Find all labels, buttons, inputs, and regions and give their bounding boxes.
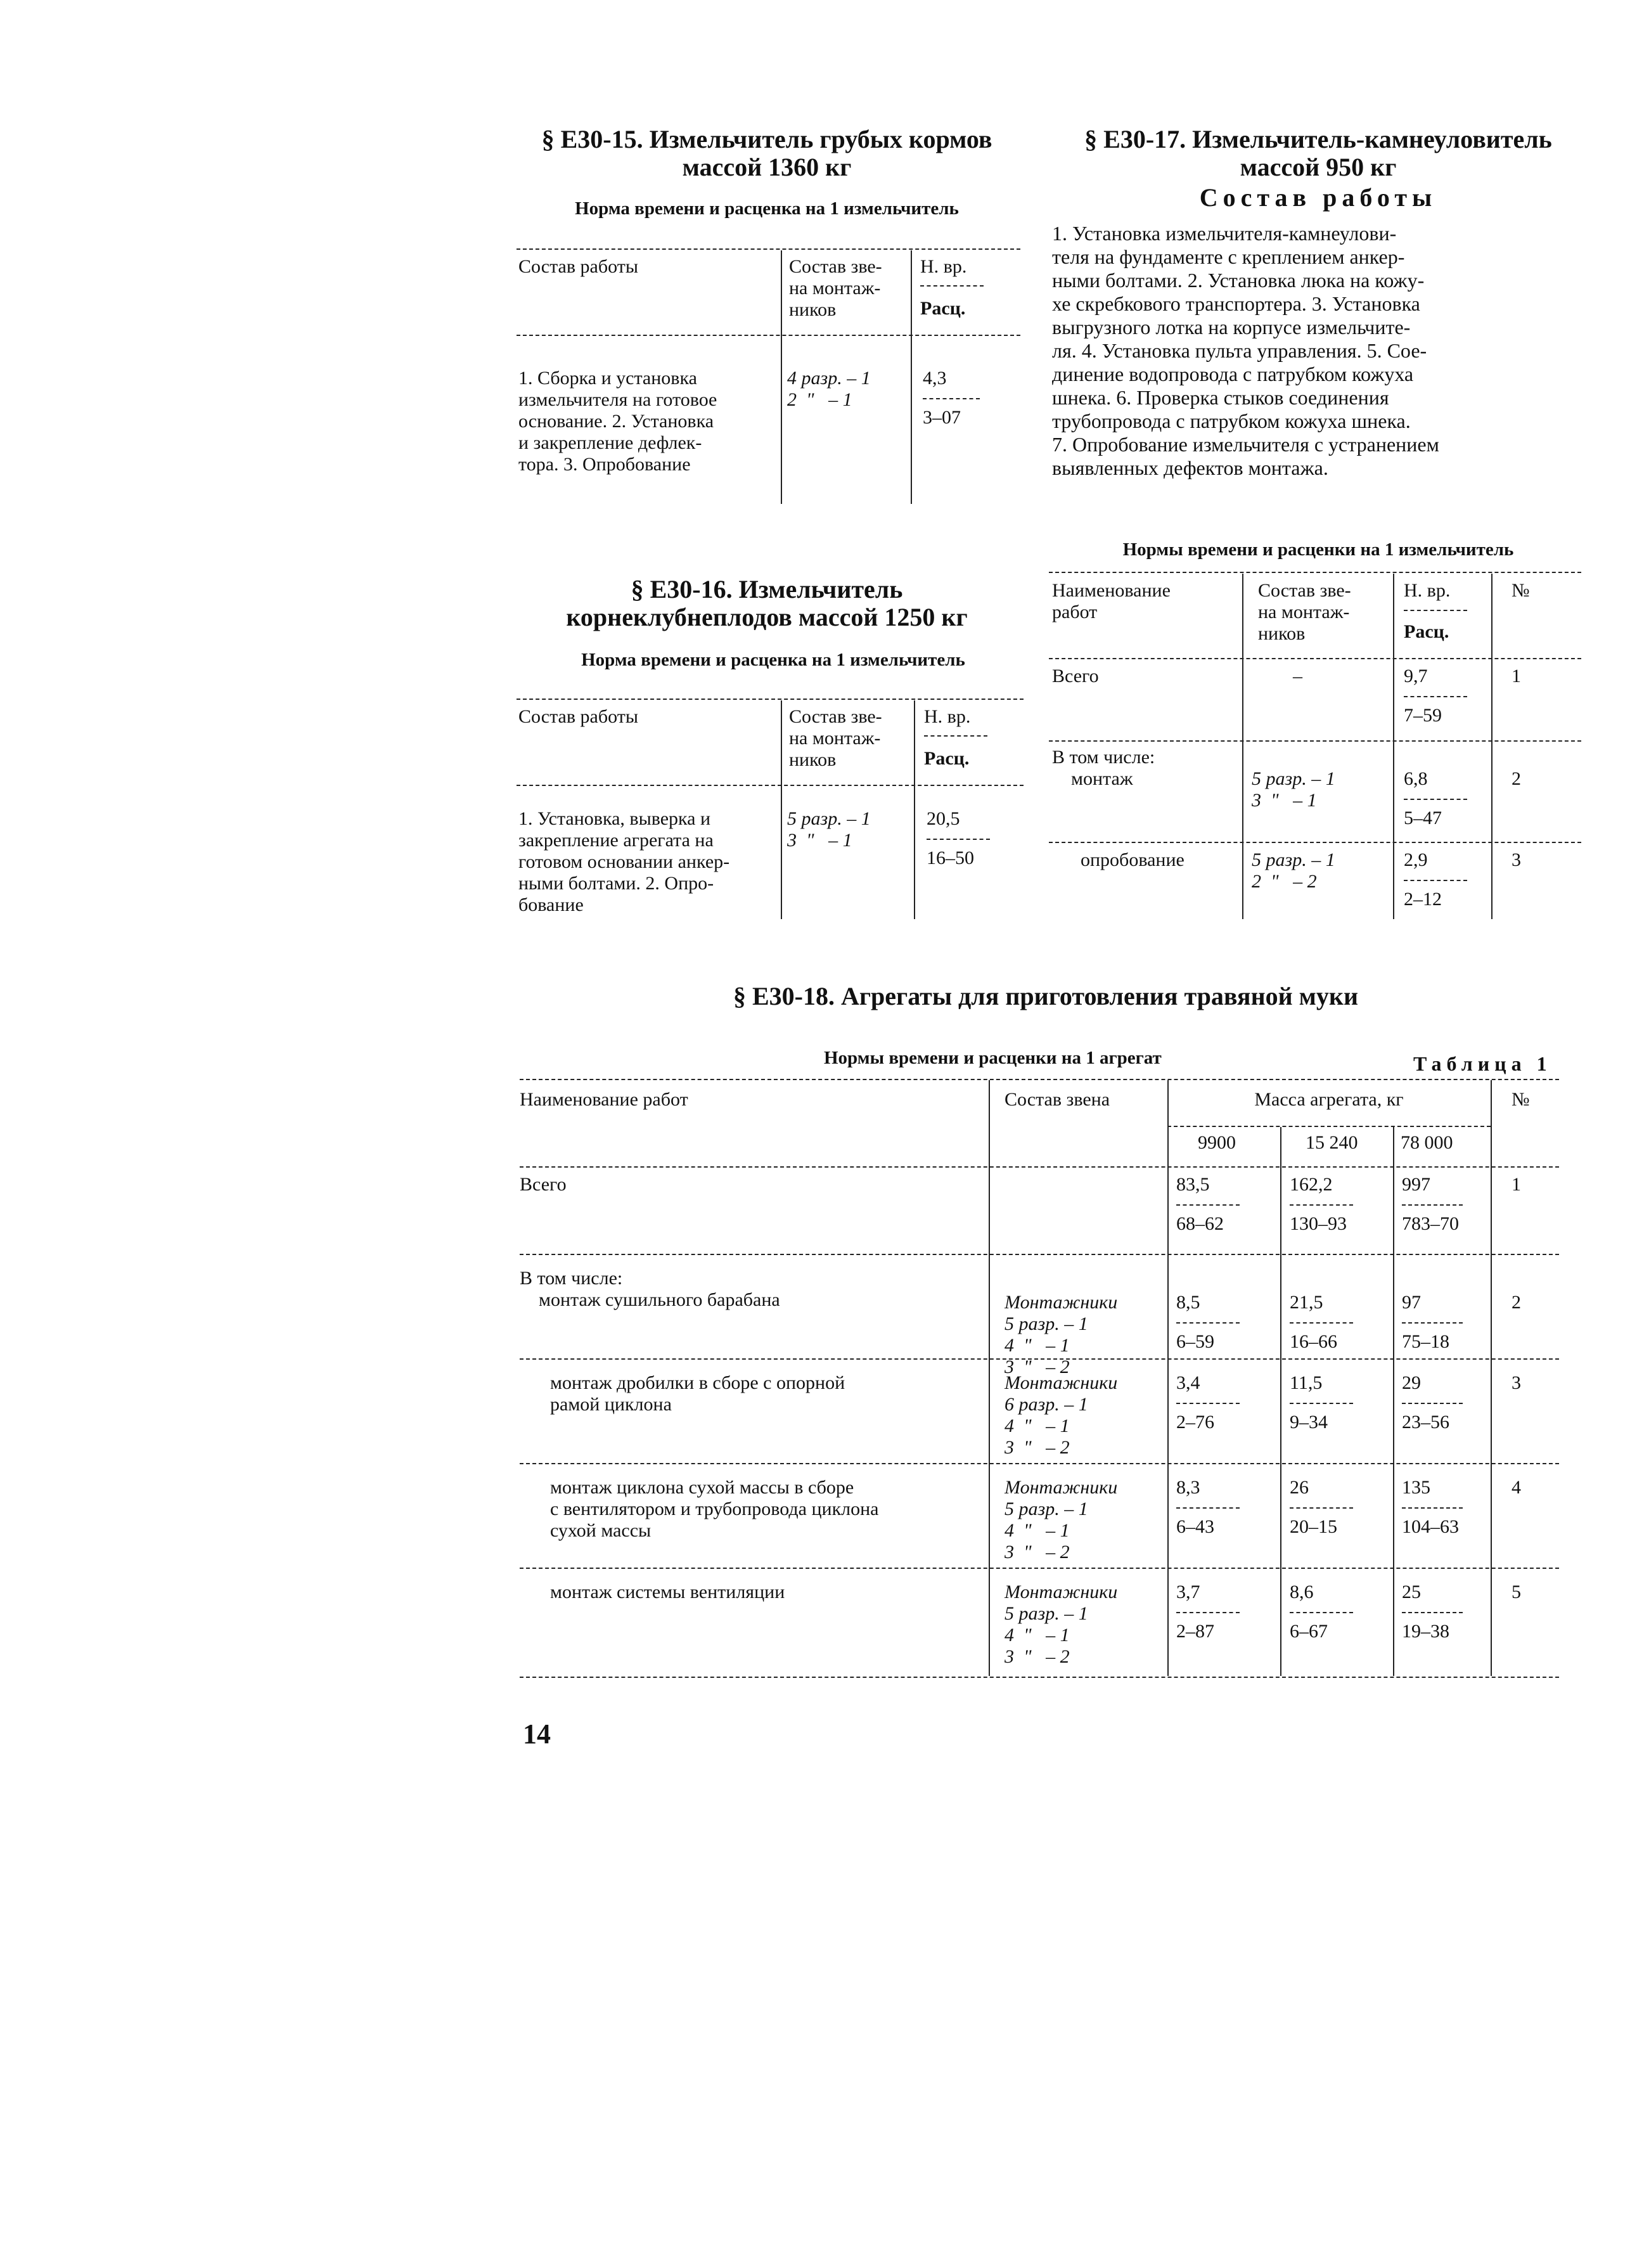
s18-row-nvr: 3,4: [1176, 1372, 1200, 1393]
s18-row-name: монтаж дробилки в сборе с опорной рамой циклона: [550, 1372, 845, 1415]
s17-header-fracline: [1404, 610, 1467, 611]
s18-row-nvr: 8,6: [1290, 1582, 1314, 1602]
s18-row-no: 1: [1512, 1174, 1521, 1195]
s16-title-line2: корнеклубнеплодов массой 1250 кг: [566, 603, 968, 631]
s17-paragraph-line: динение водопровода с патрубком кожуха: [1052, 363, 1414, 385]
s16-norm-caption: Норма времени и расценка на 1 измельчитель: [581, 650, 965, 670]
s15-title-line1: § Е30-15. Измельчитель грубых кормов: [541, 125, 992, 153]
s16-title: [507, 576, 1027, 631]
s17-rule-head: [1049, 658, 1581, 659]
s15-header-work: Состав работы: [518, 256, 638, 277]
s18-row-rule: [520, 1677, 1559, 1678]
s16-rule-top: [517, 699, 1024, 700]
s18-row-name: монтаж системы вентиляции: [550, 1582, 785, 1602]
s18-row-rule: [520, 1254, 1559, 1255]
s17-paragraph-line: 7. Опробование измельчителя с устранением: [1052, 433, 1439, 456]
s17-row2-rasc: 5–47: [1404, 808, 1442, 828]
s17-row3-rasc: 2–12: [1404, 889, 1442, 910]
s18-row-name: монтаж циклона сухой массы в сборе с вентилятором и трубопровода циклона сухой массы: [550, 1477, 879, 1541]
s18-row-rasc: 6–67: [1290, 1621, 1328, 1642]
s18-vline-m2: [1280, 1127, 1281, 1676]
s16-title-line1: § Е30-16. Измельчитель: [631, 575, 903, 603]
s17-row2-nvr: 6,8: [1404, 768, 1428, 789]
s18-row-nvr: 25: [1402, 1582, 1421, 1602]
s18-row-name: В том числе: монтаж сушильного барабана: [520, 1268, 780, 1310]
s17-norm-caption: Нормы времени и расценки на 1 измельчитель: [1122, 539, 1514, 560]
s17-vline-3: [1491, 574, 1493, 919]
s17-row3-nvr: 2,9: [1404, 849, 1428, 870]
s18-header-name: Наименование работ: [520, 1089, 688, 1110]
s18-row-rasc: 104–63: [1402, 1516, 1459, 1537]
s15-vline-1: [781, 250, 782, 504]
s17-title-line2: массой 950 кг: [1240, 153, 1397, 181]
s15-header-crew: Состав зве- на монтаж- ников: [789, 256, 882, 320]
s18-row-nvr: 26: [1290, 1477, 1309, 1498]
s18-row-no: 2: [1512, 1292, 1521, 1313]
s18-row-fracline: [1290, 1507, 1353, 1509]
s18-header-crew: Состав звена: [1005, 1089, 1110, 1110]
s17-header-name: Наименование работ: [1052, 580, 1171, 622]
s18-table-label: Таблица 1: [1413, 1052, 1552, 1075]
s17-rule-row1: [1049, 740, 1581, 742]
s17-vline-1: [1242, 574, 1243, 919]
s18-row-nvr: 11,5: [1290, 1372, 1323, 1393]
s18-row-fracline: [1290, 1612, 1353, 1613]
s17-paragraph-line: 1. Установка измельчителя-камнеулови-: [1052, 222, 1397, 245]
s18-row-fracline: [1176, 1612, 1240, 1613]
s16-vline-2: [914, 700, 915, 919]
s18-row-fracline: [1402, 1507, 1463, 1509]
s15-header-fracline: [920, 285, 984, 287]
s18-row-fracline: [1290, 1204, 1353, 1206]
s18-row-rule: [520, 1463, 1559, 1464]
s17-paragraph-line: выгрузного лотка на корпусе измельчите-: [1052, 316, 1411, 338]
s17-row1-rasc: 7–59: [1404, 705, 1442, 726]
s18-row-fracline: [1402, 1612, 1463, 1613]
s18-header-mass: Масса агрегата, кг: [1254, 1089, 1404, 1110]
s18-title: § Е30-18. Агрегаты для приготовления травяной муки: [733, 982, 1358, 1010]
s17-paragraph-line: ля. 4. Установка пульта управления. 5. Сое-: [1052, 339, 1427, 362]
s18-row-nvr: 29: [1402, 1372, 1421, 1393]
s18-vline-crew: [989, 1080, 990, 1676]
s18-row-rasc: 2–76: [1176, 1412, 1214, 1433]
s17-rule-row2: [1049, 842, 1581, 843]
s18-row-rasc: 2–87: [1176, 1621, 1214, 1642]
page-number: 14: [523, 1718, 551, 1749]
s16-nvr: 20,5: [927, 808, 960, 829]
s18-row-crew: Монтажники 5 разр. – 1 4 " – 1 3 " – 2: [1005, 1582, 1118, 1667]
s16-header-fracline: [924, 735, 987, 737]
s18-row-fracline: [1290, 1403, 1353, 1404]
s17-paragraph-line: выявленных дефектов монтажа.: [1052, 456, 1328, 479]
s17-paragraph-line: хе скребкового транспортера. 3. Установка: [1052, 292, 1420, 315]
s17-row2-fracline: [1404, 799, 1467, 800]
s18-row-rule: [520, 1358, 1559, 1360]
s17-row1-no: 1: [1512, 666, 1521, 686]
s18-row-rasc: 23–56: [1402, 1412, 1449, 1433]
s18-row-rasc: 20–15: [1290, 1516, 1337, 1537]
s18-row-nvr: 8,3: [1176, 1477, 1200, 1498]
s17-title-line1: § Е30-17. Измельчитель-камнеуловитель: [1084, 125, 1552, 153]
s18-row-fracline: [1176, 1507, 1240, 1509]
s18-row-nvr: 83,5: [1176, 1174, 1210, 1195]
s18-vline-m1: [1167, 1080, 1169, 1676]
s18-row-no: 5: [1512, 1582, 1521, 1602]
s17-paragraph-line: теля на фундаменте с креплением анкер-: [1052, 245, 1405, 268]
s17-paragraph: [1052, 222, 1584, 480]
s16-header-rasc: Расц.: [924, 748, 970, 769]
s15-fracline: [923, 398, 980, 399]
s16-work-text: 1. Установка, выверка и закрепление агрегата на готовом основании анкер- ными болтами. 2. Опро- бование: [518, 808, 730, 915]
s18-row-crew: Монтажники 6 разр. – 1 4 " – 1 3 " – 2: [1005, 1372, 1118, 1458]
s17-row3-no: 3: [1512, 849, 1521, 870]
s17-paragraph-line: шнека. 6. Проверка стыков соединения: [1052, 386, 1389, 409]
s17-title: [1052, 126, 1584, 181]
s18-mass-1: 9900: [1198, 1132, 1236, 1153]
s17-rule-top: [1049, 572, 1581, 573]
s17-sostav-heading: Состав работы: [1199, 183, 1437, 212]
s17-row1-fracline: [1404, 696, 1467, 697]
s18-row-nvr: 8,5: [1176, 1292, 1200, 1313]
s18-row-fracline: [1290, 1322, 1353, 1324]
s17-row2-name: В том числе: монтаж: [1052, 747, 1155, 789]
s17-header-nvr: Н. вр.: [1404, 580, 1451, 601]
s17-header-rasc: Расц.: [1404, 621, 1449, 642]
s16-header-crew: Состав зве- на монтаж- ников: [789, 706, 882, 770]
s18-row-name: Всего: [520, 1174, 567, 1195]
s18-header-no: №: [1512, 1089, 1530, 1110]
s18-row-crew: Монтажники 5 разр. – 1 4 " – 1 3 " – 2: [1005, 1477, 1118, 1562]
s15-header-nvr: Н. вр.: [920, 256, 967, 277]
s16-header-work: Состав работы: [518, 706, 638, 727]
s18-row-fracline: [1402, 1204, 1463, 1206]
s18-row-rasc: 6–59: [1176, 1331, 1214, 1352]
s18-row-rule: [520, 1568, 1559, 1569]
s18-row-nvr: 97: [1402, 1292, 1421, 1313]
s18-rule-mass: [1167, 1126, 1491, 1127]
s16-rule-mid: [517, 785, 1024, 786]
s18-row-no: 4: [1512, 1477, 1521, 1498]
s15-title-line2: массой 1360 кг: [682, 153, 852, 181]
s15-header-rasc: Расц.: [920, 298, 966, 319]
s17-header-crew: Состав зве- на монтаж- ников: [1258, 580, 1351, 644]
s18-row-rasc: 783–70: [1402, 1213, 1459, 1234]
s18-vline-no: [1491, 1080, 1492, 1676]
s18-mass-2: 15 240: [1306, 1132, 1358, 1153]
s18-rule-head: [520, 1166, 1559, 1168]
s17-header-no: №: [1512, 580, 1530, 601]
s15-rule-mid: [517, 335, 1020, 336]
s16-vline-1: [781, 700, 782, 919]
s18-row-nvr: 135: [1402, 1477, 1430, 1498]
s16-crew-text: 5 разр. – 1 3 " – 1: [787, 808, 871, 851]
s18-row-rasc: 16–66: [1290, 1331, 1337, 1352]
s18-mass-3: 78 000: [1401, 1132, 1453, 1153]
s17-row1-crew: –: [1293, 666, 1302, 686]
s18-row-fracline: [1176, 1403, 1240, 1404]
s17-paragraph-line: трубопровода с патрубком кожуха шнека.: [1052, 409, 1411, 432]
s15-work-text: 1. Сборка и установка измельчителя на готовое основание. 2. Установка и закрепление дефлек- тора. 3. Опробование: [518, 368, 717, 475]
s18-row-rasc: 6–43: [1176, 1516, 1214, 1537]
s18-row-rasc: 68–62: [1176, 1213, 1224, 1234]
s18-row-nvr: 997: [1402, 1174, 1430, 1195]
s17-row2-crew: 5 разр. – 1 3 " – 1: [1252, 768, 1335, 811]
s18-row-nvr: 162,2: [1290, 1174, 1333, 1195]
s18-row-fracline: [1176, 1204, 1240, 1206]
s17-row1-name: Всего: [1052, 666, 1099, 686]
s17-vline-2: [1393, 574, 1394, 919]
s17-row2-no: 2: [1512, 768, 1521, 789]
s17-row3-crew: 5 разр. – 1 2 " – 2: [1252, 849, 1335, 892]
s18-row-rasc: 9–34: [1290, 1412, 1328, 1433]
s18-row-no: 3: [1512, 1372, 1521, 1393]
s18-row-rasc: 19–38: [1402, 1621, 1449, 1642]
s15-vline-2: [911, 250, 912, 504]
s15-norm-caption: Норма времени и расценка на 1 измельчитель: [575, 198, 959, 219]
s18-norm-caption: Нормы времени и расценки на 1 агрегат: [824, 1048, 1162, 1068]
s17-paragraph-line: ными болтами. 2. Установка люка на кожу-: [1052, 269, 1425, 292]
s15-rule-top: [517, 248, 1020, 250]
s18-rule-top: [520, 1079, 1559, 1080]
s17-row3-name: опробование: [1081, 849, 1184, 870]
s18-row-fracline: [1402, 1403, 1463, 1404]
s16-fracline: [927, 839, 990, 840]
s18-row-rasc: 75–18: [1402, 1331, 1449, 1352]
s15-nvr: 4,3: [923, 368, 947, 389]
s17-row1-nvr: 9,7: [1404, 666, 1428, 686]
s18-row-rasc: 130–93: [1290, 1213, 1347, 1234]
s18-row-nvr: 3,7: [1176, 1582, 1200, 1602]
s16-rasc: 16–50: [927, 847, 974, 868]
s18-row-nvr: 21,5: [1290, 1292, 1323, 1313]
s16-header-nvr: Н. вр.: [924, 706, 971, 727]
s18-row-fracline: [1402, 1322, 1463, 1324]
s18-row-fracline: [1176, 1322, 1240, 1324]
s15-crew-text: 4 разр. – 1 2 " – 1: [787, 368, 871, 410]
s15-title: [507, 126, 1027, 181]
s18-row-crew: Монтажники 5 разр. – 1 4 " – 1 3 " – 2: [1005, 1292, 1118, 1377]
s15-rasc: 3–07: [923, 407, 961, 428]
s18-vline-m3: [1393, 1127, 1394, 1676]
s17-row3-fracline: [1404, 880, 1467, 881]
